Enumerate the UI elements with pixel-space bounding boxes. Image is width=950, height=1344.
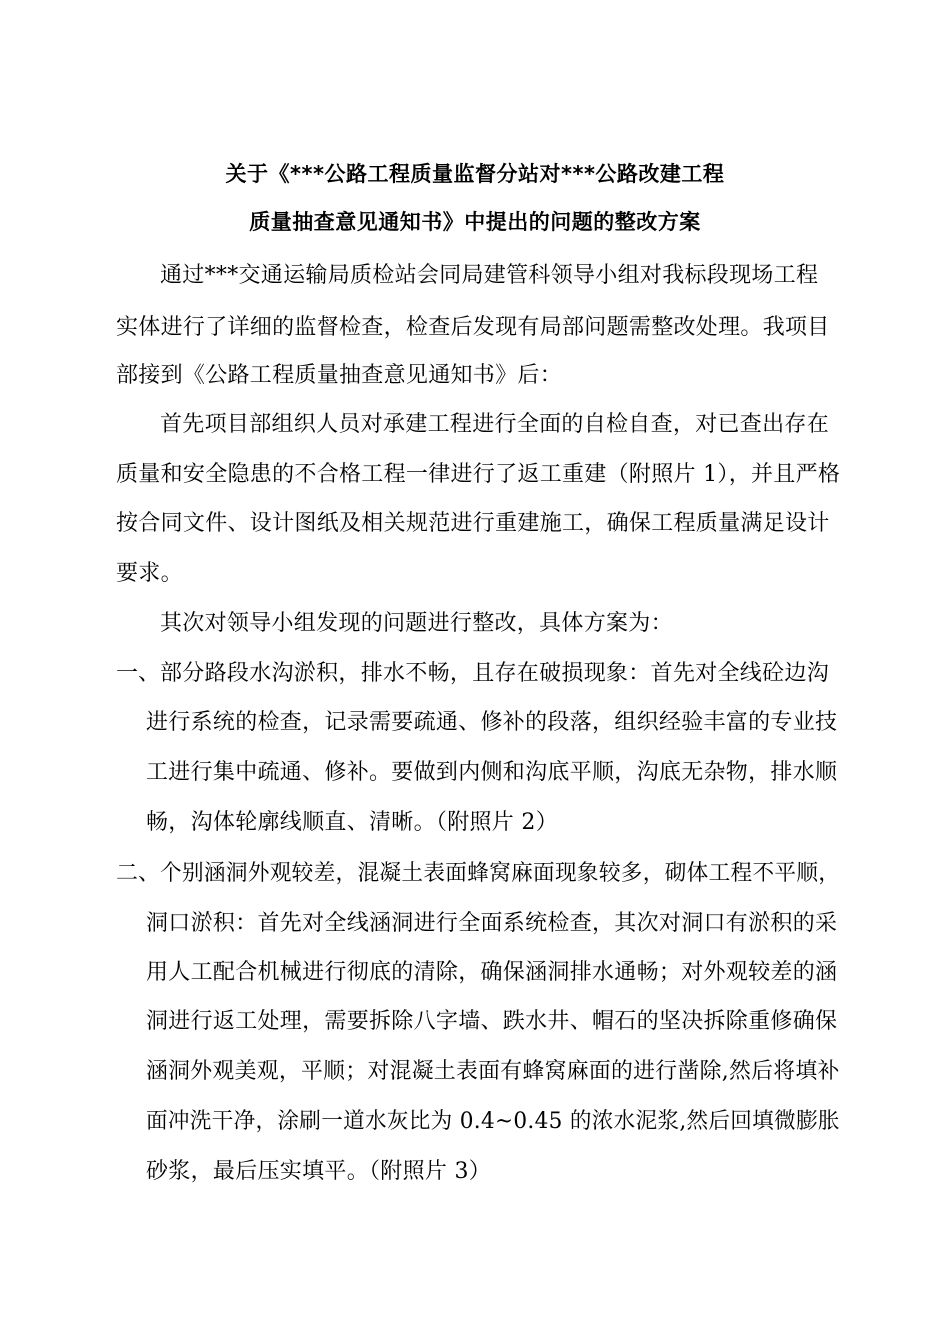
document-title-line-2: 质量抽查意见通知书》中提出的问题的整改方案 [249, 210, 701, 234]
paragraph-1-line-3: 部接到《公路工程质量抽查意见通知书》后： [116, 363, 563, 388]
item-2-line-1: 个别涵洞外观较差，混凝土表面蜂窝麻面现象较多，砌体工程不平顺， [160, 861, 841, 886]
item-1-line-2: 进行系统的检查，记录需要疏通、修补的段落，组织经验丰富的专业技 [146, 710, 838, 735]
paragraph-2-line-3: 按合同文件、设计图纸及相关规范进行重建施工，确保工程质量满足设计 [116, 511, 830, 536]
item-1-number: 一、 [116, 661, 161, 686]
item-2-line-3: 用人工配合机械进行彻底的清除，确保涵洞排水通畅；对外观较差的涵 [146, 960, 838, 985]
paragraph-1-line-1: 通过***交通运输局质检站会同局建管科领导小组对我标段现场工程 [160, 263, 819, 288]
paragraph-3-line-1: 其次对领导小组发现的问题进行整改，具体方案为： [160, 611, 673, 636]
item-1-line-1: 部分路段水沟淤积，排水不畅，且存在破损现象：首先对全线砼边沟 [160, 661, 830, 686]
item-2-number: 二、 [116, 861, 161, 886]
item-2-line-7: 砂浆，最后压实填平。（附照片 3） [146, 1159, 492, 1184]
paragraph-2-line-2: 质量和安全隐患的不合格工程一律进行了返工重建（附照片 1），并且严格 [116, 462, 841, 487]
paragraph-1-line-2: 实体进行了详细的监督检查，检查后发现有局部问题需整改处理。我项目 [116, 315, 830, 340]
item-1-line-3: 工进行集中疏通、修补。要做到内侧和沟底平顺，沟底无杂物，排水顺 [146, 760, 838, 785]
item-2-line-4: 洞进行返工处理，需要拆除八字墙、跌水井、帽石的坚决拆除重修确保 [146, 1009, 838, 1034]
item-2-line-2: 洞口淤积：首先对全线涵洞进行全面系统检查，其次对洞口有淤积的采 [146, 911, 838, 936]
document-title-line-1: 关于《***公路工程质量监督分站对***公路改建工程 [225, 162, 725, 186]
paragraph-2-line-4: 要求。 [116, 561, 183, 586]
paragraph-2-line-1: 首先项目部组织人员对承建工程进行全面的自检自查，对已查出存在 [160, 412, 830, 437]
item-1-line-4: 畅，沟体轮廓线顺直、清晰。（附照片 2） [146, 810, 558, 835]
item-2-line-6: 面冲洗干净，涂刷一道水灰比为 0.4~0.45 的浓水泥浆,然后回填微膨胀 [146, 1109, 840, 1134]
item-2-line-5: 涵洞外观美观，平顺；对混凝土表面有蜂窝麻面的进行凿除,然后将填补 [146, 1059, 840, 1084]
